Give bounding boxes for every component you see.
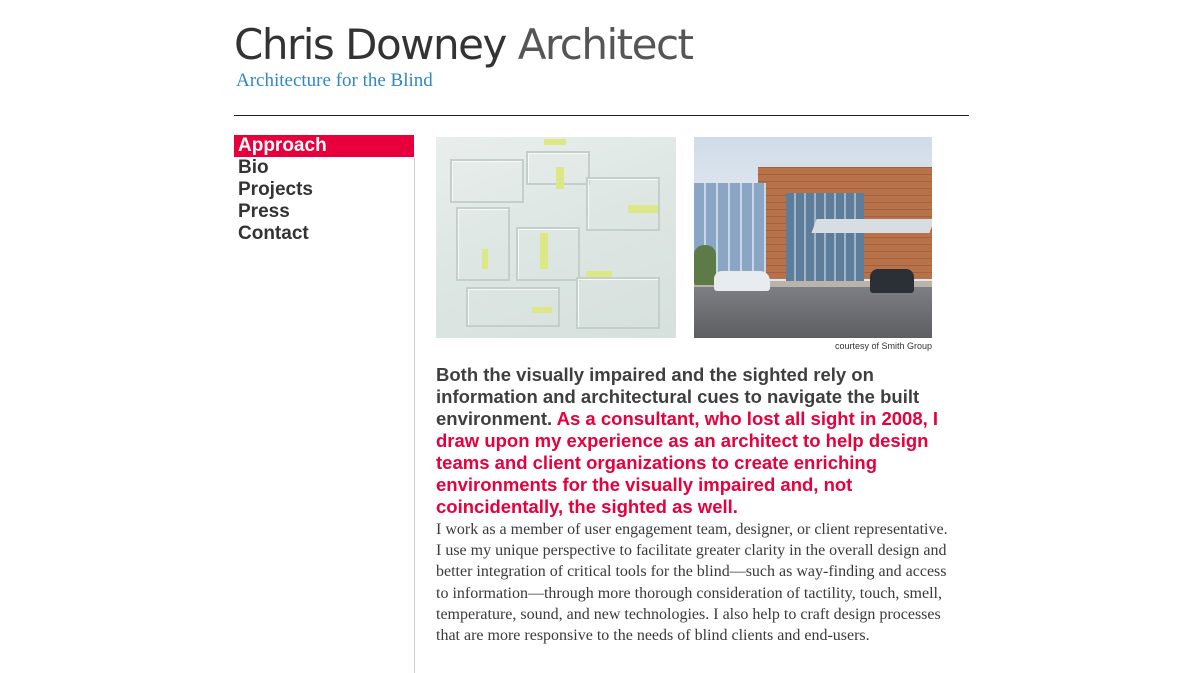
site-tagline: Architecture for the Blind [236,70,433,91]
tactile-plan-photo [436,137,676,338]
nav-item-bio[interactable]: Bio [238,157,269,178]
main-nav [234,135,414,245]
lead-highlight-text: As a consultant, who lost all sight in 2008, I draw upon my experience as an architect to help design teams and client organizations to create enriching environments for the visually impaired and, not coincidentally, the sighted as well. [436,408,939,517]
nav-item-projects[interactable]: Projects [238,179,313,200]
site-title-name: Chris Downey [234,20,506,69]
header-divider [234,115,969,116]
lead-plain-text: Both the visually impaired and the sighted rely on information and architectural cues to navigate the built environment. [436,364,920,429]
nav-item-contact[interactable]: Contact [238,223,309,244]
body-paragraph: I work as a member of user engagement team, designer, or client representative. I use my unique perspective to facilitate greater clarity in the overall design and better integration of critical tools for the blind—such as way-finding and access to information—through more thorough consideration of tactility, touch, smell, temperature, sound, and new technologies. I also help to craft design processes that are more responsive to the needs of blind clients and end-users. [436,521,948,645]
site-title[interactable] [234,18,693,72]
site-title-suffix: Architect [517,20,693,69]
photo-caption: courtesy of Smith Group [834,341,932,351]
nav-item-press[interactable]: Press [238,201,290,222]
lead-statement [436,364,956,518]
nav-divider [414,158,415,673]
building-rendering-photo [694,137,932,338]
nav-item-approach[interactable]: Approach [234,135,414,157]
